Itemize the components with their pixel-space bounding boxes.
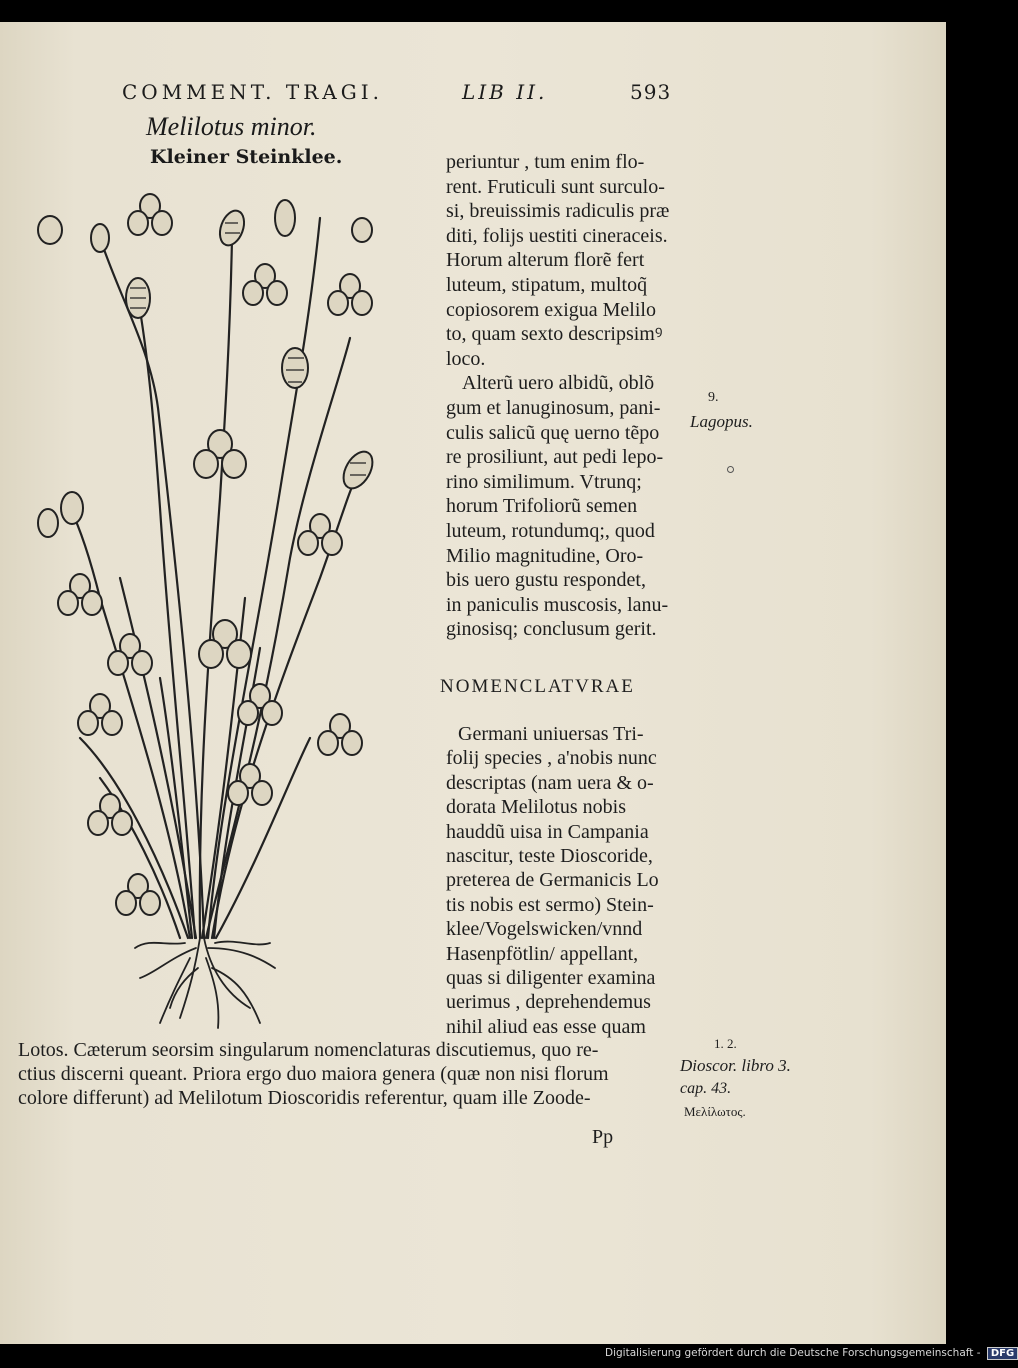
text-line: in paniculis muscosis, lanu-	[446, 593, 669, 616]
signature-mark: Pp	[592, 1126, 614, 1148]
margin-dot	[727, 466, 734, 473]
text-line: ginosisq; conclusum gerit.	[446, 618, 657, 641]
text-line: horum Trifoliorũ semen	[446, 495, 638, 518]
text-line: folij species , a'nobis nunc	[446, 747, 657, 770]
text-line: rent. Fruticuli sunt surculo-	[446, 175, 665, 198]
text-line: to, quam sexto descripsimꝰ	[446, 323, 663, 346]
text-line: descriptas (nam uera & o-	[446, 771, 654, 794]
text-full-width	[18, 1038, 678, 1110]
text-line: colore differunt) ad Melilotum Dioscoridis referentur, quam ille Zoode-	[18, 1087, 591, 1109]
margin-note-section: 1. 2.	[714, 1036, 737, 1051]
text-line: luteum, rotundumq;, quod	[446, 519, 655, 542]
text-line: culis salicũ quę uerno tẽpo	[446, 421, 660, 444]
text-column-top	[446, 150, 690, 642]
text-line: hauddũ uisa in Campania	[446, 820, 649, 843]
footer-credit	[605, 1347, 1018, 1360]
text-line: Germani uniuersas Tri-	[458, 723, 644, 745]
dfg-logo: DFG	[987, 1347, 1018, 1360]
text-line: Horum alterum florẽ fert	[446, 249, 645, 272]
text-line: Hasenpfötlin/ appellant,	[446, 942, 639, 965]
text-line: preterea de Germanicis Lo	[446, 869, 659, 892]
margin-note-number: 9.	[708, 390, 719, 405]
plant-latin-title: Melilotus minor.	[146, 112, 317, 141]
text-line: Lotos. Cæterum seorsim singularum nomenclaturas discutiemus, quo re-	[18, 1039, 599, 1061]
text-line: rino similimum. Vtrunq;	[446, 470, 642, 493]
text-line: periuntur , tum enim flo-	[446, 151, 645, 173]
plant-german-name: Kleiner Steinklee.	[150, 146, 343, 168]
text-line: re prosiliunt, aut pedi lepo-	[446, 446, 664, 469]
text-line: nascitur, teste Dioscoride,	[446, 845, 653, 868]
margin-note-lagopus: Lagopus.	[690, 412, 753, 431]
margin-note-dioscorides: Dioscor. libro 3.	[680, 1056, 791, 1075]
text-line: ctius discerni queant. Priora ergo duo maiora genera (quæ non nisi florum	[18, 1063, 609, 1085]
text-line: Milio magnitudine, Oro-	[446, 544, 644, 567]
margin-note-greek: Μελίλωτος.	[684, 1104, 746, 1119]
text-line: copiosorem exigua Melilo	[446, 298, 656, 321]
text-line: dorata Melilotus nobis	[446, 796, 626, 819]
text-line: nihil aliud eas esse quam	[446, 1015, 646, 1038]
text-line: tis nobis est sermo) Stein-	[446, 893, 654, 916]
text-line: diti, folijs uestiti cineraceis.	[446, 224, 668, 247]
woodcut-plant-illustration	[20, 178, 420, 1038]
text-line: loco.	[446, 347, 486, 370]
page-number: 593	[630, 80, 672, 104]
footer-text: Digitalisierung gefördert durch die Deutsche Forschungsgemeinschaft -	[605, 1347, 981, 1359]
text-line: bis uero gustu respondet,	[446, 569, 646, 592]
text-line: quas si diligenter examina	[446, 967, 656, 990]
text-line: uerimus , deprehendemus	[446, 991, 651, 1014]
text-line: Alterũ uero albidũ, oblõ	[462, 372, 655, 395]
text-column-nomenclature	[446, 722, 690, 1039]
section-heading: NOMENCLATVRAE	[440, 676, 635, 697]
text-line: gum et lanuginosum, pani-	[446, 396, 661, 419]
text-line: klee/Vogelswicken/vnnd	[446, 918, 643, 941]
text-line: luteum, stipatum, multoq̃	[446, 273, 648, 296]
text-line: si, breuissimis radiculis præ	[446, 200, 670, 223]
running-head-center: LIB II.	[462, 80, 548, 104]
margin-note-chapter: cap. 43.	[680, 1080, 732, 1097]
running-head-left: COMMENT. TRAGI.	[122, 80, 383, 104]
